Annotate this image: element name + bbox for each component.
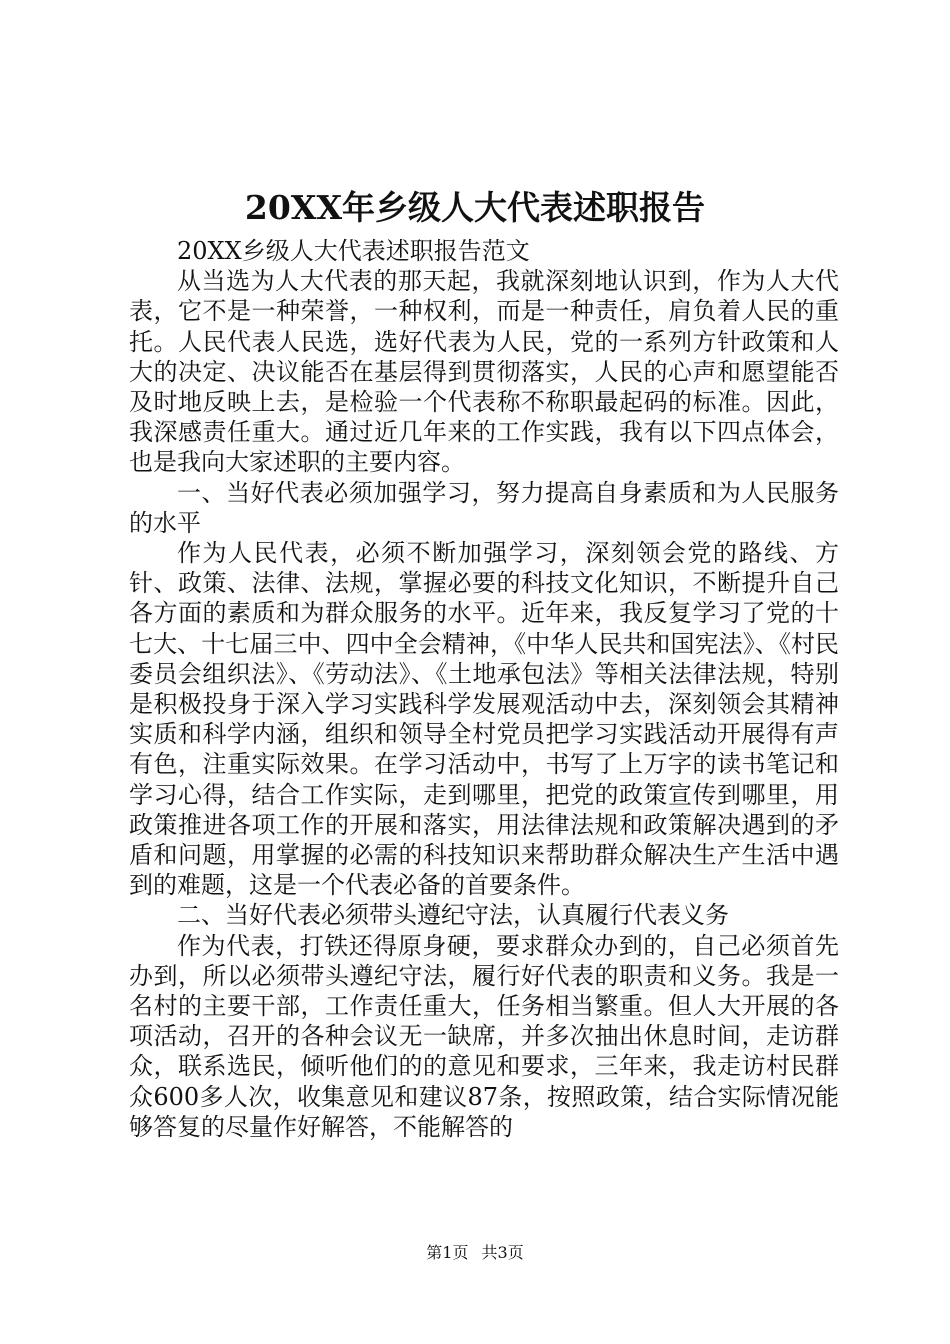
page-number: 第1页: [426, 1243, 469, 1262]
page-total: 共3页: [481, 1243, 524, 1262]
section-heading-1: 一、当好代表必须加强学习，努力提高自身素质和为人民服务的水平: [129, 478, 839, 537]
paragraph-section-1: 作为人民代表，必须不断加强学习，深刻领会党的路线、方针、政策、法律、法规，掌握必要的科技文化知识，不断提升自己各方面的素质和为群众服务的水平。近年来，我反复学习了党的十七大、十七届三中、四中全会精神，《中华人民共和国宪法》、《村民委员会组织法》、《劳动法》、《土地承包法》等相关法律法规，特别是积极投身于深入学习实践科学发展观活动中去，深刻领会其精神实质和科学内涵，组织和领导全村党员把学习实践活动开展得有声有色，注重实际效果。在学习活动中，书写了上万字的读书笔记和学习心得，结合工作实际，走到哪里，把党的政策宣传到哪里，用政策推进各项工作的开展和落实，用法律法规和政策解决遇到的矛盾和问题，用掌握的必需的科技知识来帮助群众解决生产生活中遇到的难题，这是一个代表必备的首要条件。: [129, 539, 839, 900]
paragraph-section-2: 作为代表，打铁还得原身硬，要求群众办到的，自己必须首先办到，所以必须带头遵纪守法，履行好代表的职责和义务。我是一名村的主要干部，工作责任重大，任务相当繁重。但人大开展的各项活动，召开的各种会议无一缺席，并多次抽出休息时间，走访群众，联系选民，倾听他们的的意见和要求，三年来，我走访村民群众600多人次，收集意见和建议87条，按照政策，结合实际情况能够答复的尽量作好解答，不能解答的: [129, 931, 839, 1141]
document-body: [129, 236, 839, 1142]
page-footer: [0, 1241, 950, 1265]
paragraph-subtitle: 20XX乡级人大代表述职报告范文: [177, 237, 530, 265]
document-title: 20XX年乡级人大代表述职报告: [244, 188, 706, 227]
paragraph-intro: 从当选为人大代表的那天起，我就深刻地认识到，作为人大代表，它不是一种荣誉，一种权利，而是一种责任，肩负着人民的重托。人民代表人民选，选好代表为人民，党的一系列方针政策和人大的决定、决议能否在基层得到贯彻落实，人民的心声和愿望能否及时地反映上去，是检验一个代表称不称职最起码的标准。因此，我深感责任重大。通过近几年来的工作实践，我有以下四点体会，也是我向大家述职的主要内容。: [129, 267, 839, 477]
section-heading-2: 二、当好代表必须带头遵纪守法，认真履行代表义务: [177, 901, 729, 930]
